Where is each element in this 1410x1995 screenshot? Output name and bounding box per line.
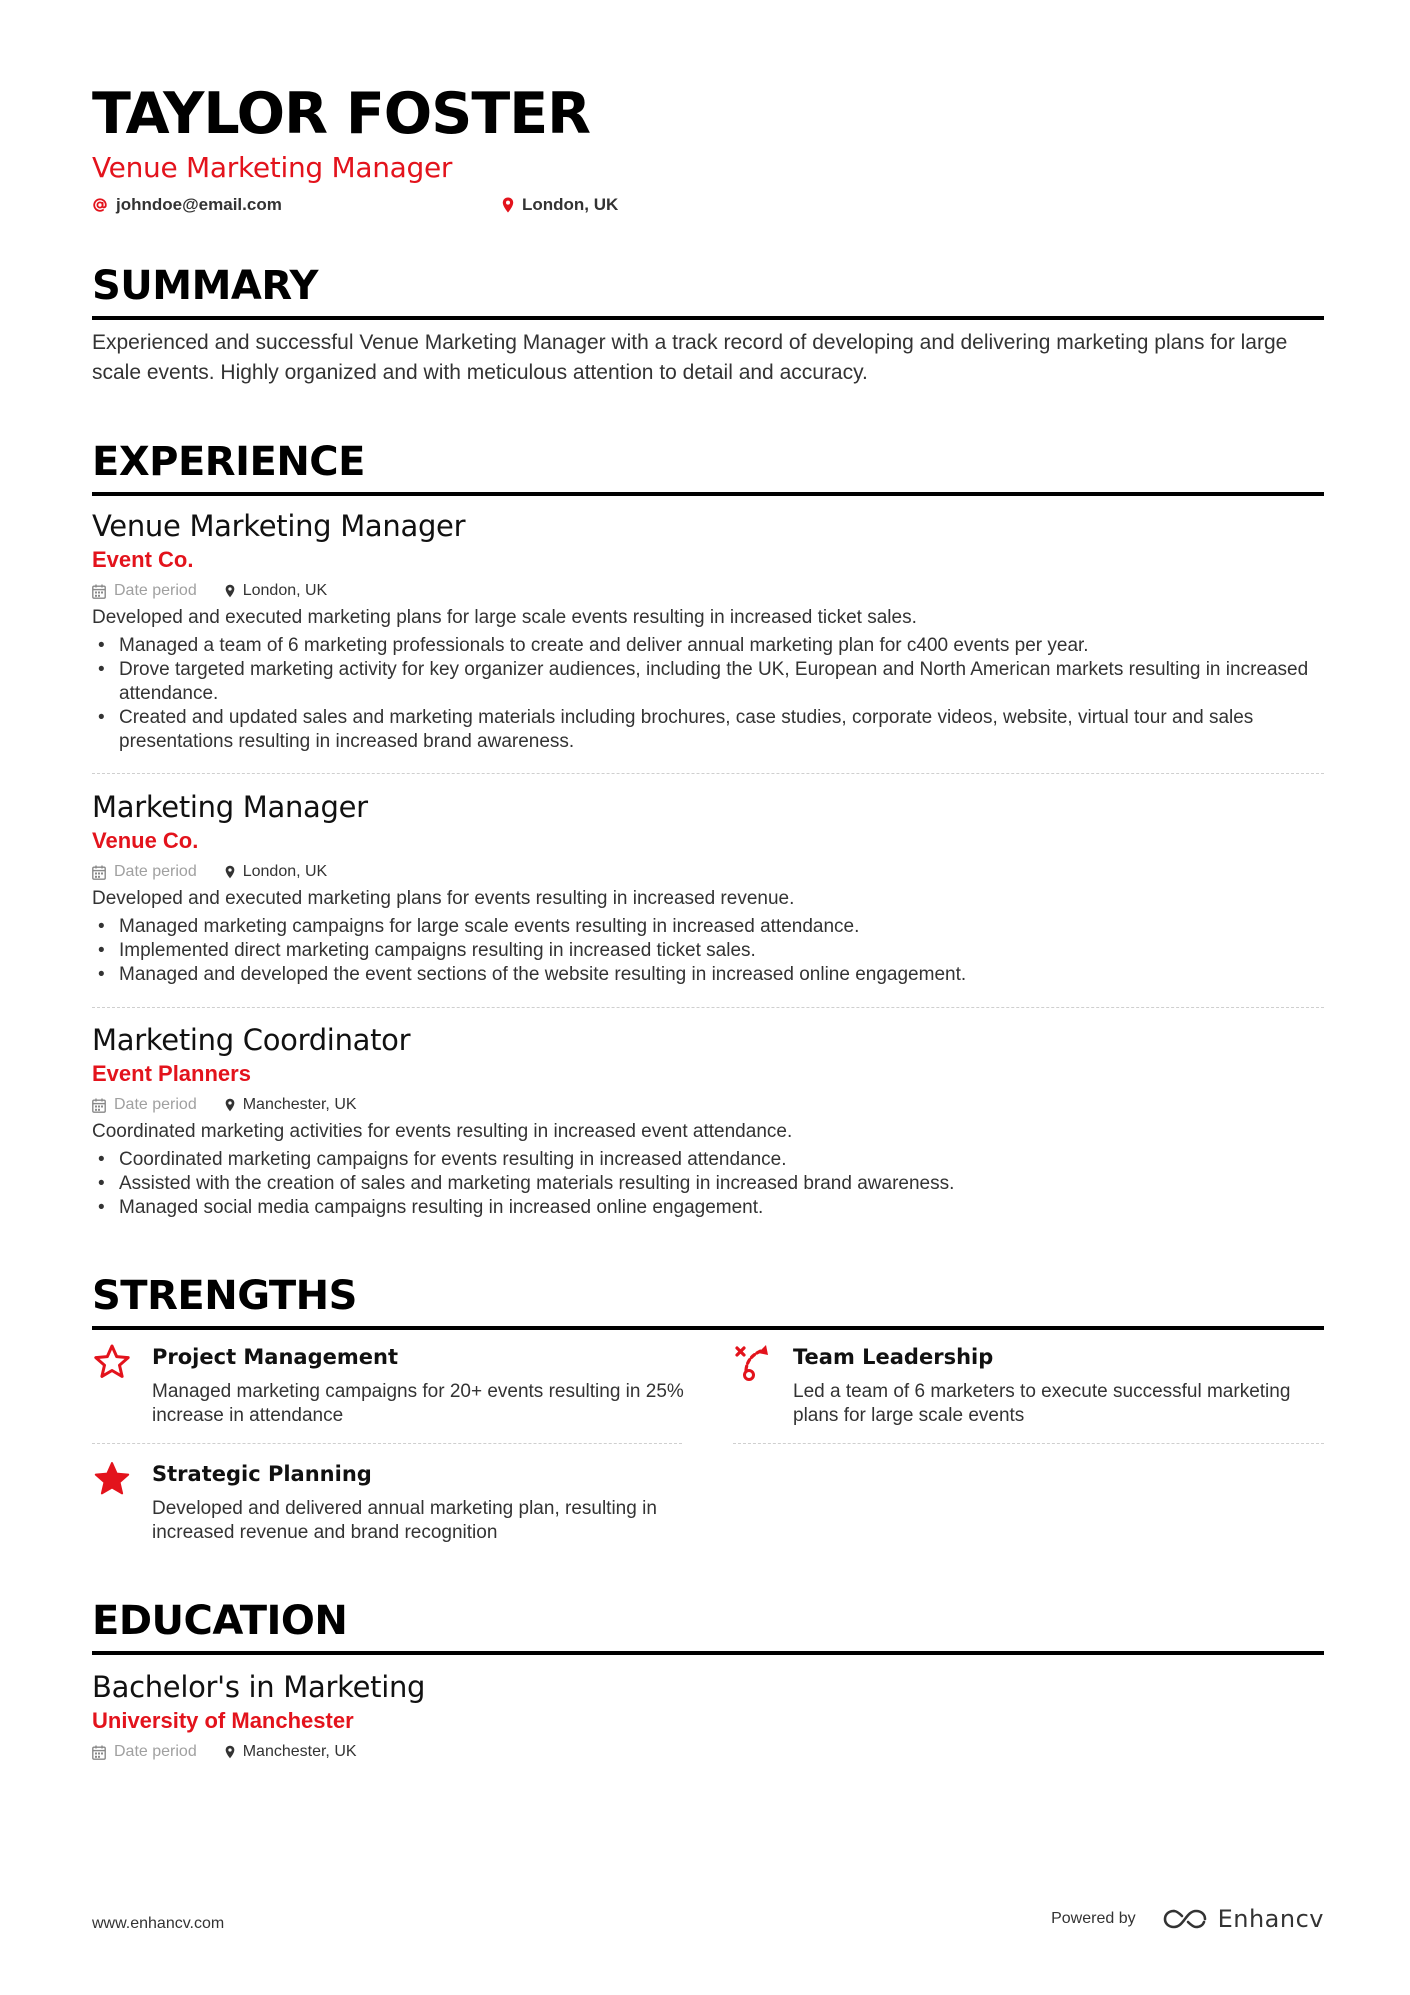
location-pin-icon (225, 1098, 235, 1112)
calendar-icon (92, 865, 106, 880)
divider (92, 773, 1324, 774)
location-pin-icon (502, 197, 514, 213)
experience-heading: EXPERIENCE (92, 438, 1324, 496)
strength-description: Developed and delivered annual marketing plan, resulting in increased revenue and brand recognition (152, 1498, 657, 1543)
job-bullets (92, 634, 1324, 754)
brand-name: Enhancv (1217, 1905, 1324, 1933)
company-name: Venue Co. (92, 828, 199, 853)
footer-brand[interactable] (1051, 1905, 1324, 1933)
enhancv-logo-icon (1162, 1907, 1208, 1931)
calendar-icon (92, 1745, 106, 1760)
contact-location (502, 194, 618, 216)
job-meta (92, 860, 1324, 884)
bullet-item: • Drove targeted marketing activity for key organizer audiences, including the UK, European and North American markets resulting in increased attendance. (92, 658, 1324, 706)
education-item (92, 1668, 1324, 1764)
experience-item (92, 788, 1324, 987)
location-text: London, UK (522, 195, 619, 214)
school-name: University of Manchester (92, 1708, 354, 1733)
education-heading: EDUCATION (92, 1597, 1324, 1655)
bullet-item: • Managed a team of 6 marketing professionals to create and deliver annual marketing plan for c400 events per year. (92, 634, 1324, 658)
experience-item (92, 1021, 1324, 1220)
candidate-title: Venue Marketing Manager (92, 151, 453, 184)
education-meta (92, 1740, 1324, 1764)
job-description: Coordinated marketing activities for events resulting in increased event attendance. (92, 1121, 793, 1142)
job-description: Developed and executed marketing plans for events resulting in increased revenue. (92, 888, 795, 909)
date-text: Date period (114, 582, 197, 599)
job-bullets (92, 1148, 1324, 1220)
job-location (225, 860, 328, 884)
summary-text: Experienced and successful Venue Marketing Manager with a track record of developing and delivering marketing plans for large scale events. Highly organized and with meticulous attention to detail and accuracy. (92, 331, 1288, 384)
candidate-name: TAYLOR FOSTER (92, 81, 591, 147)
location-pin-icon (225, 865, 235, 879)
job-location (225, 1093, 357, 1117)
location-pin-icon (225, 1745, 235, 1759)
job-description: Developed and executed marketing plans for large scale events resulting in increased ticket sales. (92, 607, 917, 628)
date-text: Date period (114, 1096, 197, 1113)
strategy-arrow-icon (733, 1342, 773, 1382)
job-bullets (92, 915, 1324, 987)
bullet-item: • Assisted with the creation of sales and marketing materials resulting in increased brand awareness. (92, 1172, 1324, 1196)
experience-item (92, 507, 1324, 754)
summary-heading: SUMMARY (92, 262, 1324, 320)
bullet-item: • Implemented direct marketing campaigns resulting in increased ticket sales. (92, 939, 1324, 963)
education-date (92, 1740, 197, 1764)
job-title: Marketing Manager (92, 790, 368, 824)
location-text: Manchester, UK (242, 1096, 357, 1113)
strength-description: Led a team of 6 marketers to execute successful marketing plans for large scale events (793, 1381, 1291, 1426)
strength-title: Project Management (152, 1345, 398, 1369)
bullet-item: • Managed and developed the event sections of the website resulting in increased online engagement. (92, 963, 1324, 987)
strength-description: Managed marketing campaigns for 20+ events resulting in 25% increase in attendance (152, 1381, 684, 1426)
footer-website[interactable]: www.enhancv.com (92, 1915, 225, 1932)
contact-email[interactable] (92, 194, 282, 216)
star-filled-icon (92, 1459, 132, 1499)
location-text: Manchester, UK (242, 1743, 357, 1760)
job-date (92, 860, 197, 884)
date-text: Date period (114, 1743, 197, 1760)
education-location (225, 1740, 357, 1764)
bullet-item: • Managed social media campaigns resulting in increased online engagement. (92, 1196, 1324, 1220)
strength-title: Team Leadership (793, 1345, 994, 1369)
star-outline-icon (92, 1342, 132, 1382)
job-title: Marketing Coordinator (92, 1023, 411, 1057)
location-text: London, UK (242, 863, 328, 880)
divider (733, 1443, 1324, 1444)
bullet-item: • Created and updated sales and marketing materials including brochures, case studies, corporate videos, website, virtual tour and sales presentations resulting in increased brand awareness. (92, 706, 1324, 754)
job-meta (92, 1093, 1324, 1117)
powered-by-label: Powered by (1051, 1910, 1136, 1927)
calendar-icon (92, 1098, 106, 1113)
location-text: London, UK (242, 582, 328, 599)
company-name: Event Co. (92, 547, 194, 572)
bullet-item: • Managed marketing campaigns for large scale events resulting in increased attendance. (92, 915, 1324, 939)
calendar-icon (92, 584, 106, 599)
date-text: Date period (114, 863, 197, 880)
job-date (92, 1093, 197, 1117)
job-location (225, 579, 328, 603)
divider (92, 1443, 682, 1444)
job-meta (92, 579, 1324, 603)
divider (92, 1007, 1324, 1008)
degree-title: Bachelor's in Marketing (92, 1670, 426, 1704)
job-title: Venue Marketing Manager (92, 509, 466, 543)
strength-title: Strategic Planning (152, 1462, 372, 1486)
email-text: johndoe@email.com (116, 195, 282, 214)
strengths-heading: STRENGTHS (92, 1272, 1324, 1330)
location-pin-icon (225, 584, 235, 598)
brand-logo (1162, 1905, 1324, 1933)
job-date (92, 579, 197, 603)
company-name: Event Planners (92, 1061, 251, 1086)
at-icon (92, 197, 108, 213)
bullet-item: • Coordinated marketing campaigns for events resulting in increased attendance. (92, 1148, 1324, 1172)
